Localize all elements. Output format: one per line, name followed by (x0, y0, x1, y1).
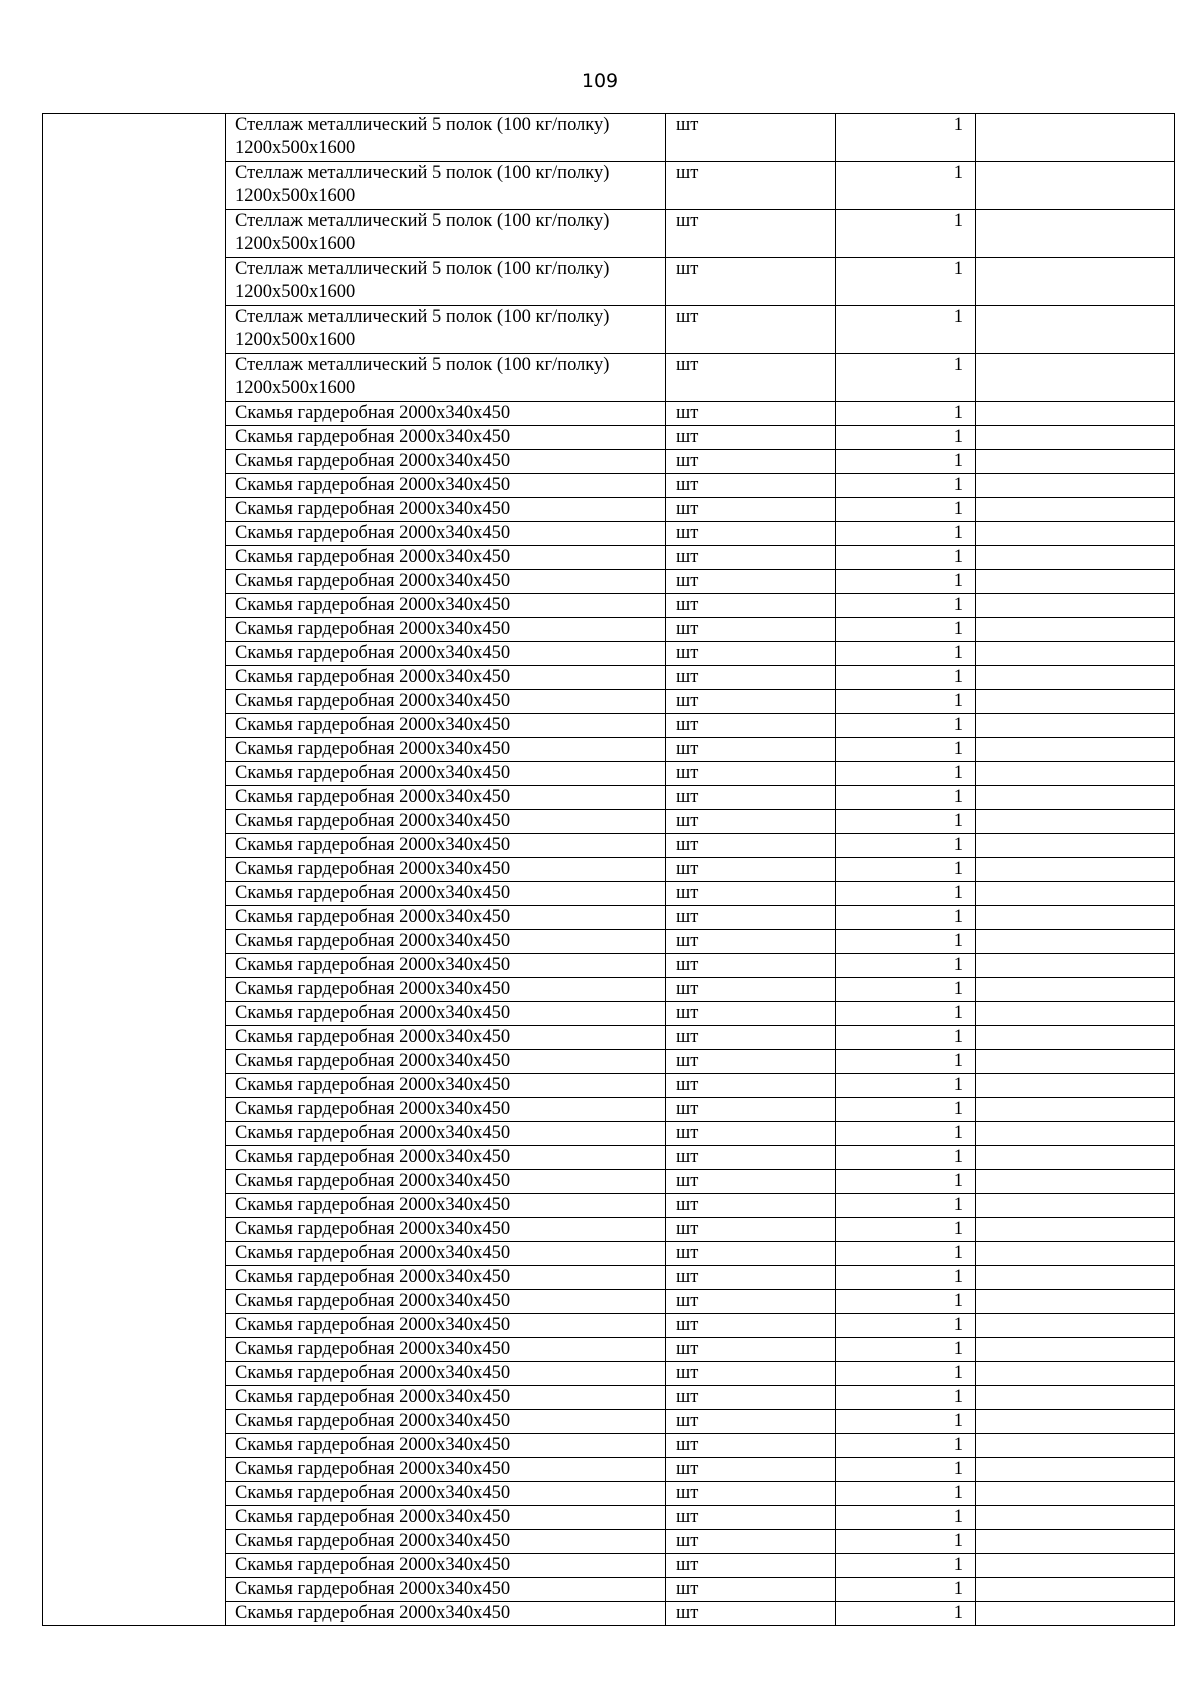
quantity-cell: 1 (836, 1410, 976, 1434)
quantity-cell: 1 (836, 210, 976, 258)
item-name-cell: Скамья гардеробная 2000х340х450 (226, 642, 666, 666)
unit-cell: шт (666, 1218, 836, 1242)
quantity-cell: 1 (836, 690, 976, 714)
quantity-cell: 1 (836, 1434, 976, 1458)
quantity-cell: 1 (836, 786, 976, 810)
item-name-cell: Скамья гардеробная 2000х340х450 (226, 426, 666, 450)
quantity-cell: 1 (836, 114, 976, 162)
unit-cell: шт (666, 450, 836, 474)
quantity-cell: 1 (836, 1458, 976, 1482)
note-cell (976, 1170, 1175, 1194)
unit-cell: шт (666, 210, 836, 258)
unit-cell: шт (666, 834, 836, 858)
quantity-cell: 1 (836, 522, 976, 546)
item-name-cell: Скамья гардеробная 2000х340х450 (226, 1098, 666, 1122)
unit-cell: шт (666, 1554, 836, 1578)
quantity-cell: 1 (836, 1602, 976, 1626)
unit-cell: шт (666, 1314, 836, 1338)
unit-cell: шт (666, 786, 836, 810)
unit-cell: шт (666, 114, 836, 162)
unit-cell: шт (666, 546, 836, 570)
item-name-cell: Скамья гардеробная 2000х340х450 (226, 1170, 666, 1194)
unit-cell: шт (666, 1578, 836, 1602)
quantity-cell: 1 (836, 1578, 976, 1602)
quantity-cell: 1 (836, 474, 976, 498)
unit-cell: шт (666, 906, 836, 930)
note-cell (976, 1602, 1175, 1626)
item-name-cell: Скамья гардеробная 2000х340х450 (226, 978, 666, 1002)
item-name-cell: Скамья гардеробная 2000х340х450 (226, 450, 666, 474)
unit-cell: шт (666, 714, 836, 738)
quantity-cell: 1 (836, 1122, 976, 1146)
item-name-cell: Скамья гардеробная 2000х340х450 (226, 1410, 666, 1434)
unit-cell: шт (666, 858, 836, 882)
item-name-cell: Скамья гардеробная 2000х340х450 (226, 522, 666, 546)
item-name-cell: Скамья гардеробная 2000х340х450 (226, 858, 666, 882)
quantity-cell: 1 (836, 762, 976, 786)
note-cell (976, 1050, 1175, 1074)
quantity-cell: 1 (836, 498, 976, 522)
note-cell (976, 1362, 1175, 1386)
unit-cell: шт (666, 1170, 836, 1194)
equipment-table (42, 113, 1175, 1626)
item-name-cell: Скамья гардеробная 2000х340х450 (226, 546, 666, 570)
note-cell (976, 1098, 1175, 1122)
item-name-cell: Скамья гардеробная 2000х340х450 (226, 762, 666, 786)
unit-cell: шт (666, 1362, 836, 1386)
quantity-cell: 1 (836, 978, 976, 1002)
quantity-cell: 1 (836, 1482, 976, 1506)
item-name-cell: Скамья гардеробная 2000х340х450 (226, 906, 666, 930)
unit-cell: шт (666, 1242, 836, 1266)
quantity-cell: 1 (836, 354, 976, 402)
quantity-cell: 1 (836, 1386, 976, 1410)
note-cell (976, 306, 1175, 354)
note-cell (976, 1074, 1175, 1098)
unit-cell: шт (666, 978, 836, 1002)
quantity-cell: 1 (836, 834, 976, 858)
note-cell (976, 498, 1175, 522)
unit-cell: шт (666, 1506, 836, 1530)
unit-cell: шт (666, 354, 836, 402)
note-cell (976, 1266, 1175, 1290)
unit-cell: шт (666, 1482, 836, 1506)
unit-cell: шт (666, 1386, 836, 1410)
note-cell (976, 1026, 1175, 1050)
item-name-cell: Скамья гардеробная 2000х340х450 (226, 1242, 666, 1266)
quantity-cell: 1 (836, 1242, 976, 1266)
item-name-cell: Стеллаж металлический 5 полок (100 кг/полку) 1200х500х1600 (226, 258, 666, 306)
note-cell (976, 1386, 1175, 1410)
quantity-cell: 1 (836, 594, 976, 618)
unit-cell: шт (666, 642, 836, 666)
item-name-cell: Скамья гардеробная 2000х340х450 (226, 738, 666, 762)
note-cell (976, 522, 1175, 546)
quantity-cell: 1 (836, 906, 976, 930)
unit-cell: шт (666, 690, 836, 714)
note-cell (976, 1482, 1175, 1506)
unit-cell: шт (666, 762, 836, 786)
unit-cell: шт (666, 1026, 836, 1050)
item-name-cell: Скамья гардеробная 2000х340х450 (226, 1458, 666, 1482)
unit-cell: шт (666, 1530, 836, 1554)
quantity-cell: 1 (836, 1002, 976, 1026)
note-cell (976, 618, 1175, 642)
unit-cell: шт (666, 930, 836, 954)
note-cell (976, 1122, 1175, 1146)
item-name-cell: Скамья гардеробная 2000х340х450 (226, 570, 666, 594)
quantity-cell: 1 (836, 546, 976, 570)
note-cell (976, 546, 1175, 570)
note-cell (976, 1578, 1175, 1602)
note-cell (976, 1218, 1175, 1242)
item-name-cell: Скамья гардеробная 2000х340х450 (226, 1218, 666, 1242)
note-cell (976, 450, 1175, 474)
note-cell (976, 354, 1175, 402)
quantity-cell: 1 (836, 642, 976, 666)
page-number: 109 (581, 70, 619, 92)
item-name-cell: Скамья гардеробная 2000х340х450 (226, 1338, 666, 1362)
unit-cell: шт (666, 1338, 836, 1362)
unit-cell: шт (666, 882, 836, 906)
quantity-cell: 1 (836, 402, 976, 426)
note-cell (976, 1290, 1175, 1314)
unit-cell: шт (666, 1074, 836, 1098)
note-cell (976, 906, 1175, 930)
unit-cell: шт (666, 738, 836, 762)
note-cell (976, 882, 1175, 906)
unit-cell: шт (666, 258, 836, 306)
quantity-cell: 1 (836, 1530, 976, 1554)
note-cell (976, 258, 1175, 306)
unit-cell: шт (666, 306, 836, 354)
quantity-cell: 1 (836, 426, 976, 450)
item-name-cell: Скамья гардеробная 2000х340х450 (226, 1146, 666, 1170)
note-cell (976, 666, 1175, 690)
unit-cell: шт (666, 1602, 836, 1626)
quantity-cell: 1 (836, 258, 976, 306)
note-cell (976, 1002, 1175, 1026)
quantity-cell: 1 (836, 1266, 976, 1290)
quantity-cell: 1 (836, 1170, 976, 1194)
note-cell (976, 474, 1175, 498)
note-cell (976, 858, 1175, 882)
unit-cell: шт (666, 1194, 836, 1218)
unit-cell: шт (666, 810, 836, 834)
note-cell (976, 810, 1175, 834)
unit-cell: шт (666, 1410, 836, 1434)
note-cell (976, 210, 1175, 258)
item-name-cell: Скамья гардеробная 2000х340х450 (226, 810, 666, 834)
item-name-cell: Скамья гардеробная 2000х340х450 (226, 474, 666, 498)
unit-cell: шт (666, 1290, 836, 1314)
item-name-cell: Стеллаж металлический 5 полок (100 кг/полку) 1200х500х1600 (226, 306, 666, 354)
quantity-cell: 1 (836, 954, 976, 978)
item-name-cell: Скамья гардеробная 2000х340х450 (226, 1026, 666, 1050)
note-cell (976, 570, 1175, 594)
item-name-cell: Скамья гардеробная 2000х340х450 (226, 1530, 666, 1554)
note-cell (976, 762, 1175, 786)
note-cell (976, 954, 1175, 978)
quantity-cell: 1 (836, 450, 976, 474)
note-cell (976, 594, 1175, 618)
note-cell (976, 978, 1175, 1002)
note-cell (976, 1314, 1175, 1338)
quantity-cell: 1 (836, 882, 976, 906)
quantity-cell: 1 (836, 1314, 976, 1338)
quantity-cell: 1 (836, 1554, 976, 1578)
item-name-cell: Скамья гардеробная 2000х340х450 (226, 882, 666, 906)
quantity-cell: 1 (836, 618, 976, 642)
unit-cell: шт (666, 666, 836, 690)
quantity-cell: 1 (836, 1194, 976, 1218)
note-cell (976, 1530, 1175, 1554)
item-name-cell: Стеллаж металлический 5 полок (100 кг/полку) 1200х500х1600 (226, 210, 666, 258)
quantity-cell: 1 (836, 1098, 976, 1122)
item-name-cell: Скамья гардеробная 2000х340х450 (226, 1482, 666, 1506)
unit-cell: шт (666, 498, 836, 522)
item-name-cell: Скамья гардеробная 2000х340х450 (226, 1362, 666, 1386)
item-name-cell: Скамья гардеробная 2000х340х450 (226, 402, 666, 426)
unit-cell: шт (666, 522, 836, 546)
quantity-cell: 1 (836, 1074, 976, 1098)
item-name-cell: Скамья гардеробная 2000х340х450 (226, 954, 666, 978)
note-cell (976, 162, 1175, 210)
item-name-cell: Скамья гардеробная 2000х340х450 (226, 1194, 666, 1218)
item-name-cell: Скамья гардеробная 2000х340х450 (226, 930, 666, 954)
item-name-cell: Скамья гардеробная 2000х340х450 (226, 1314, 666, 1338)
item-name-cell: Скамья гардеробная 2000х340х450 (226, 1290, 666, 1314)
note-cell (976, 1146, 1175, 1170)
quantity-cell: 1 (836, 738, 976, 762)
item-name-cell: Скамья гардеробная 2000х340х450 (226, 1578, 666, 1602)
quantity-cell: 1 (836, 570, 976, 594)
unit-cell: шт (666, 402, 836, 426)
quantity-cell: 1 (836, 1362, 976, 1386)
item-name-cell: Скамья гардеробная 2000х340х450 (226, 714, 666, 738)
note-cell (976, 1338, 1175, 1362)
item-name-cell: Скамья гардеробная 2000х340х450 (226, 834, 666, 858)
note-cell (976, 1410, 1175, 1434)
quantity-cell: 1 (836, 1338, 976, 1362)
quantity-cell: 1 (836, 858, 976, 882)
unit-cell: шт (666, 954, 836, 978)
unit-cell: шт (666, 474, 836, 498)
quantity-cell: 1 (836, 666, 976, 690)
unit-cell: шт (666, 1458, 836, 1482)
unit-cell: шт (666, 618, 836, 642)
unit-cell: шт (666, 426, 836, 450)
item-name-cell: Скамья гардеробная 2000х340х450 (226, 1386, 666, 1410)
item-name-cell: Скамья гардеробная 2000х340х450 (226, 1122, 666, 1146)
note-cell (976, 1458, 1175, 1482)
item-name-cell: Скамья гардеробная 2000х340х450 (226, 618, 666, 642)
item-name-cell: Скамья гардеробная 2000х340х450 (226, 498, 666, 522)
unit-cell: шт (666, 1434, 836, 1458)
quantity-cell: 1 (836, 1290, 976, 1314)
item-name-cell: Скамья гардеробная 2000х340х450 (226, 1050, 666, 1074)
unit-cell: шт (666, 1266, 836, 1290)
quantity-cell: 1 (836, 930, 976, 954)
note-cell (976, 1194, 1175, 1218)
merged-empty-cell (43, 114, 226, 1626)
unit-cell: шт (666, 1122, 836, 1146)
item-name-cell: Скамья гардеробная 2000х340х450 (226, 1506, 666, 1530)
note-cell (976, 114, 1175, 162)
quantity-cell: 1 (836, 1506, 976, 1530)
note-cell (976, 834, 1175, 858)
note-cell (976, 1242, 1175, 1266)
quantity-cell: 1 (836, 1218, 976, 1242)
note-cell (976, 1506, 1175, 1530)
item-name-cell: Стеллаж металлический 5 полок (100 кг/полку) 1200х500х1600 (226, 162, 666, 210)
quantity-cell: 1 (836, 714, 976, 738)
quantity-cell: 1 (836, 306, 976, 354)
note-cell (976, 1554, 1175, 1578)
item-name-cell: Скамья гардеробная 2000х340х450 (226, 594, 666, 618)
item-name-cell: Скамья гардеробная 2000х340х450 (226, 786, 666, 810)
item-name-cell: Скамья гардеробная 2000х340х450 (226, 1266, 666, 1290)
table-row (43, 114, 1175, 162)
item-name-cell: Стеллаж металлический 5 полок (100 кг/полку) 1200х500х1600 (226, 114, 666, 162)
unit-cell: шт (666, 1146, 836, 1170)
note-cell (976, 786, 1175, 810)
unit-cell: шт (666, 1002, 836, 1026)
note-cell (976, 426, 1175, 450)
note-cell (976, 738, 1175, 762)
quantity-cell: 1 (836, 1026, 976, 1050)
note-cell (976, 930, 1175, 954)
item-name-cell: Скамья гардеробная 2000х340х450 (226, 1434, 666, 1458)
quantity-cell: 1 (836, 162, 976, 210)
item-name-cell: Скамья гардеробная 2000х340х450 (226, 1074, 666, 1098)
item-name-cell: Скамья гардеробная 2000х340х450 (226, 1602, 666, 1626)
item-name-cell: Стеллаж металлический 5 полок (100 кг/полку) 1200х500х1600 (226, 354, 666, 402)
note-cell (976, 714, 1175, 738)
item-name-cell: Скамья гардеробная 2000х340х450 (226, 1002, 666, 1026)
table-body (43, 114, 1175, 1626)
unit-cell: шт (666, 570, 836, 594)
unit-cell: шт (666, 594, 836, 618)
item-name-cell: Скамья гардеробная 2000х340х450 (226, 690, 666, 714)
note-cell (976, 1434, 1175, 1458)
unit-cell: шт (666, 162, 836, 210)
quantity-cell: 1 (836, 810, 976, 834)
note-cell (976, 402, 1175, 426)
note-cell (976, 690, 1175, 714)
quantity-cell: 1 (836, 1146, 976, 1170)
note-cell (976, 642, 1175, 666)
unit-cell: шт (666, 1098, 836, 1122)
quantity-cell: 1 (836, 1050, 976, 1074)
item-name-cell: Скамья гардеробная 2000х340х450 (226, 1554, 666, 1578)
item-name-cell: Скамья гардеробная 2000х340х450 (226, 666, 666, 690)
unit-cell: шт (666, 1050, 836, 1074)
